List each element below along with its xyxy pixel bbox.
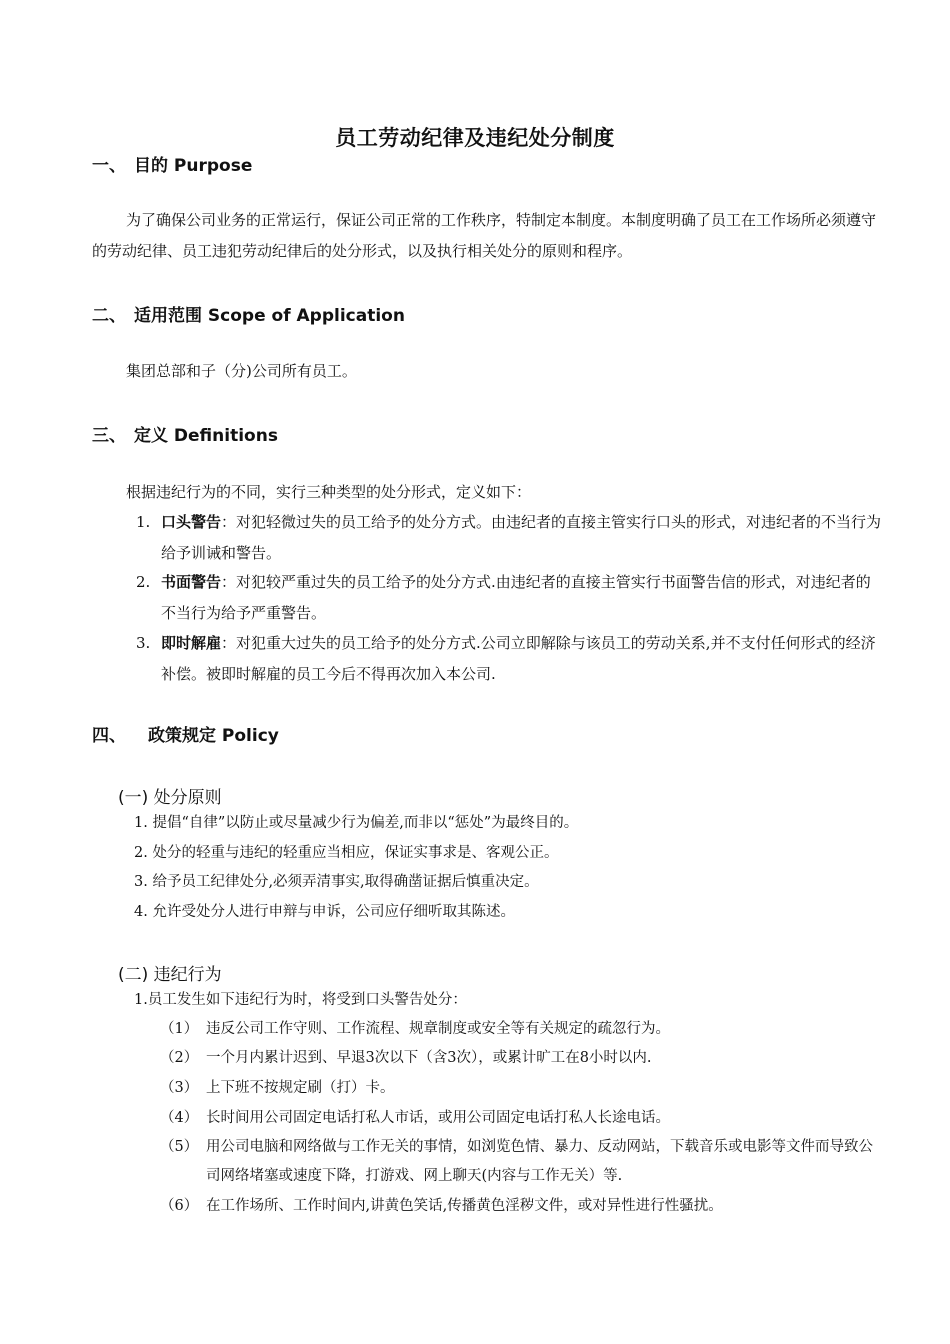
section-title: 适用范围 Scope of Application: [134, 306, 405, 326]
definition-term: 即时解雇: [161, 634, 222, 652]
subsection-heading-principles: (一) 处分原则: [118, 788, 222, 808]
violation-item: [160, 1015, 886, 1044]
list-number: （5）: [160, 1139, 199, 1155]
list-number: （3）: [160, 1080, 199, 1096]
section-number: 三、: [92, 426, 126, 446]
violation-item: [160, 1074, 886, 1103]
section-heading-purpose: [92, 151, 252, 176]
principle-item: 4. 允许受处分人进行申辩与申诉，公司应仔细听取其陈述。: [134, 904, 515, 920]
term-separator: ：: [221, 573, 237, 591]
violation-item: [160, 1104, 886, 1133]
definition-item: [136, 628, 882, 690]
violation-item: [160, 1192, 886, 1221]
violation-text: 上下班不按规定刷（打）卡。: [206, 1080, 395, 1096]
list-number: 2.: [136, 573, 151, 591]
section-heading-scope: [92, 301, 405, 326]
definition-item: [136, 507, 882, 569]
violation-item: [160, 1044, 886, 1073]
violation-text: 一个月内累计迟到、早退3次以下（含3次），或累计旷工在8小时以内.: [206, 1050, 652, 1066]
definition-text: 对犯轻微过失的员工给予的处分方式。由违纪者的直接主管实行口头的形式，对违纪者的不当行为给予训诫和警告。: [161, 513, 882, 562]
definition-item: [136, 567, 882, 629]
violation-item: [160, 1133, 886, 1191]
section-title: 定义 Definitions: [134, 426, 278, 446]
scope-paragraph: 集团总部和子（分)公司所有员工。: [126, 362, 357, 380]
section-number: 二、: [92, 306, 126, 326]
section-heading-policy: [92, 721, 279, 746]
purpose-paragraph: 为了确保公司业务的正常运行，保证公司正常的工作秩序，特制定本制度。本制度明确了员工在工作场所必须遵守的劳动纪律、员工违犯劳动纪律后的处分形式，以及执行相关处分的原则和程序。: [92, 211, 877, 260]
violation-text: 长时间用公司固定电话打私人市话，或用公司固定电话打私人长途电话。: [206, 1110, 670, 1126]
section-number: 四、: [92, 726, 126, 746]
principle-item: 1. 提倡“自律”以防止或尽量减少行为偏差,而非以“惩处”为最终目的。: [134, 815, 579, 831]
definition-text: 对犯重大过失的员工给予的处分方式.公司立即解除与该员工的劳动关系,并不支付任何形式的经济补偿。被即时解雇的员工今后不得再次加入本公司.: [161, 634, 876, 683]
section-heading-definitions: [92, 421, 278, 446]
list-number: （6）: [160, 1198, 199, 1214]
term-separator: ：: [221, 634, 237, 652]
definition-text: 对犯较严重过失的员工给予的处分方式.由违纪者的直接主管实行书面警告信的形式，对违纪者的不当行为给予严重警告。: [161, 573, 871, 622]
definition-term: 口头警告: [161, 513, 222, 531]
list-number: 1.: [136, 513, 151, 531]
violation-text: 用公司电脑和网络做与工作无关的事情，如浏览色情、暴力、反动网站，下载音乐或电影等文件而导致公司网络堵塞或速度下降，打游戏、网上聊天(内容与工作无关）等.: [206, 1139, 873, 1184]
violations-intro: 1.员工发生如下违纪行为时，将受到口头警告处分：: [134, 992, 467, 1008]
document-title: 员工劳动纪律及违纪处分制度: [335, 126, 615, 150]
definitions-intro: 根据违纪行为的不同，实行三种类型的处分形式，定义如下：: [126, 483, 532, 501]
subsection-heading-violations: (二) 违纪行为: [118, 965, 222, 985]
principle-item: 2. 处分的轻重与违纪的轻重应当相应，保证实事求是、客观公正。: [134, 845, 559, 861]
list-number: （4）: [160, 1110, 199, 1126]
violation-text: 在工作场所、工作时间内,讲黄色笑话,传播黄色淫秽文件，或对异性进行性骚扰。: [206, 1198, 723, 1214]
list-number: （2）: [160, 1050, 199, 1066]
term-separator: ：: [221, 513, 237, 531]
violation-text: 违反公司工作守则、工作流程、规章制度或安全等有关规定的疏忽行为。: [206, 1021, 670, 1037]
section-number: 一、: [92, 156, 126, 176]
definition-term: 书面警告: [161, 573, 222, 591]
list-number: （1）: [160, 1021, 199, 1037]
section-title: 目的 Purpose: [134, 156, 253, 176]
list-number: 3.: [136, 634, 151, 652]
section-title: 政策规定 Policy: [148, 726, 279, 746]
principle-item: 3. 给予员工纪律处分,必须弄清事实,取得确凿证据后慎重决定。: [134, 874, 539, 890]
